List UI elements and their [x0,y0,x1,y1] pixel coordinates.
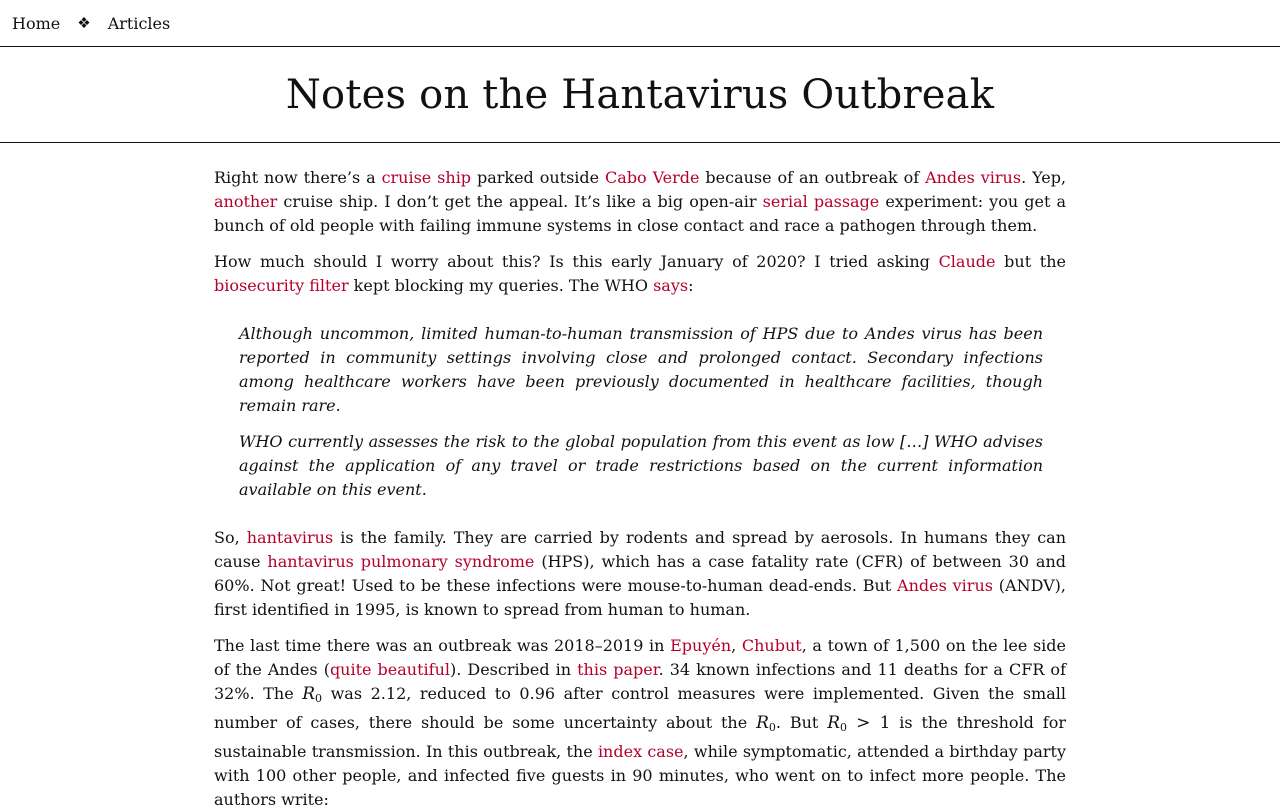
link-another[interactable]: another [214,192,278,211]
paragraph-epuyen-outbreak: The last time there was an outbreak was 2018–2019 in Epuyén, Chubut, a town of 1,500 on the lee side of the Andes (quite beautiful). Described in this paper. 34 known infections and 11 deaths for a CFR of 32%. The $R_0$ was 2.12, reduced to 0.96 after control measures were implemented. Given the small number of cases, there should be some uncertainty about the $R_0$. But $R_0 > 1$ is the threshold for sustainable transmission. In this outbreak, the index case, while symptomatic, attended a birthday party with 100 other people, and infected five guests in 90 minutes, who went on to infect more people. The authors write: [214,636,1067,809]
paragraph-hantavirus: So, hantavirus is the family. They are carried by rodents and spread by aerosols. In humans they can cause hantavirus pulmonary syndrome (HPS), which has a case fatality rate (CFR) of between 30 and 60%. Not great! Used to be these infections were mouse-to-human dead-ends. But Andes virus (ANDV), first identified in 1995, is known to spread from human to human. [214,528,1067,619]
link-serial-passage[interactable]: serial passage [762,192,880,211]
quote-paragraph-1: Although uncommon, limited human-to-human transmission of HPS due to Andes virus has been reported in community settings involving close and prolonged contact. Secondary infections among healthcare workers have been previously documented in healthcare facilities, though remain rare. [239,324,1043,415]
link-chubut[interactable]: Chubut [741,636,802,655]
nav-home-link[interactable]: Home [12,13,61,33]
title-bar [0,47,1280,143]
link-this-paper[interactable]: this paper [577,660,659,679]
math-r0-threshold: $R_0 > 1$ [827,713,891,734]
link-cabo-verde[interactable]: Cabo Verde [605,168,700,187]
link-quite-beautiful[interactable]: quite beautiful [329,660,450,679]
math-r0: $R_0$ [756,713,776,734]
math-r0: $R_0$ [302,684,323,705]
nav-articles-link[interactable]: Articles [107,13,171,33]
link-biosecurity-filter[interactable]: biosecurity filter [214,276,349,295]
link-hps[interactable]: hantavirus pulmonary syndrome [267,552,535,571]
link-index-case[interactable]: index case [597,742,684,761]
top-nav [0,0,1280,47]
paragraph-intro: Right now there’s a cruise ship parked outside Cabo Verde because of an outbreak of Andes virus. Yep, another cruise ship. I don’t get the appeal. It’s like a big open-air serial passage experiment: you get a bunch of old people with failing immune systems in close contact and race a pathogen through them. [214,168,1067,235]
link-hantavirus[interactable]: hantavirus [246,528,334,547]
article-body [214,143,1066,812]
link-epuyen[interactable]: Epuyén [670,636,732,655]
who-quote [239,322,1043,502]
page-title: Notes on the Hantavirus Outbreak [285,71,995,118]
paragraph-worry: How much should I worry about this? Is this early January of 2020? I tried asking Claude but the biosecurity filter kept blocking my queries. The WHO says: [214,252,1066,295]
link-cruise-ship[interactable]: cruise ship [381,168,472,187]
link-who-says[interactable]: says [653,276,689,295]
link-andes-virus[interactable]: Andes virus [925,168,1022,187]
nav-separator-icon: ❖ [77,14,91,32]
link-claude[interactable]: Claude [938,252,996,271]
quote-paragraph-2: WHO currently assesses the risk to the global population from this event as low […] WHO advises against the application of any travel or trade restrictions based on the current information available on this event. [239,432,1043,499]
link-andes-virus-2[interactable]: Andes virus [897,576,993,595]
